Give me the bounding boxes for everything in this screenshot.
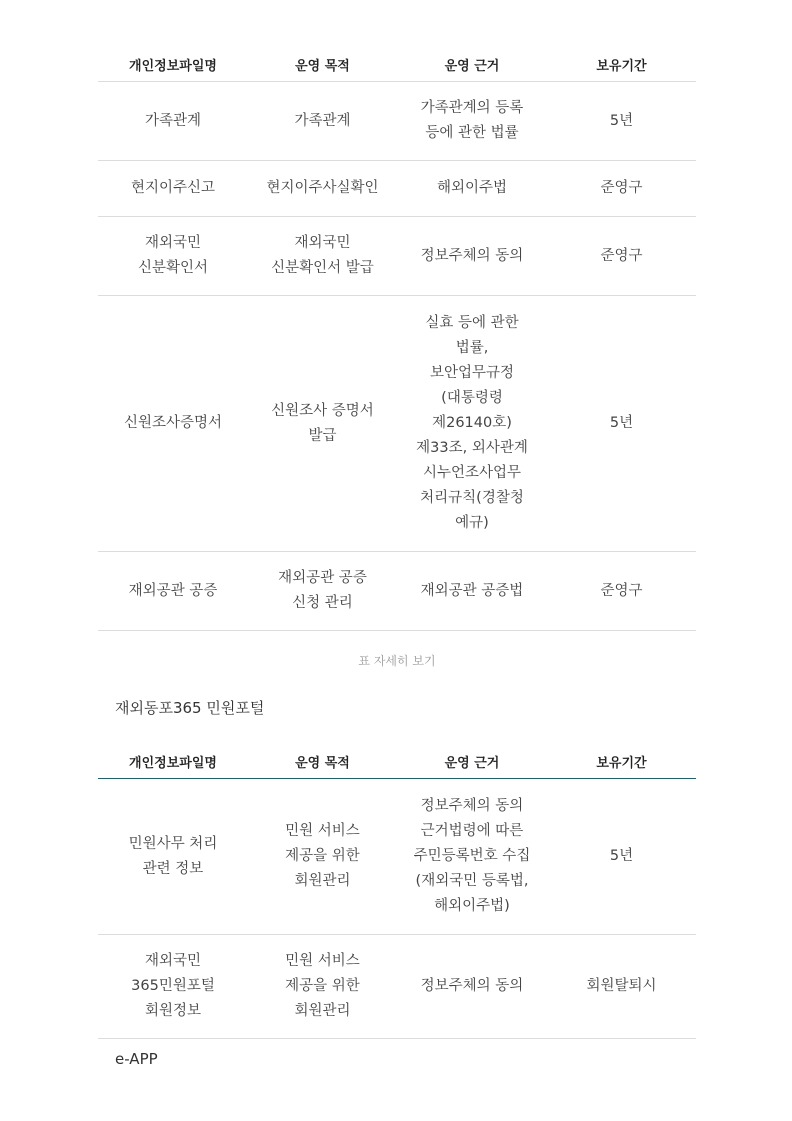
section-title-e-app: e-APP (115, 1050, 158, 1068)
cell-basis: 가족관계의 등록 등에 관한 법률 (397, 82, 547, 161)
cell-purpose: 민원 서비스 제공을 위한 회원관리 (248, 935, 397, 1039)
table-row (98, 217, 696, 296)
cell-period: 5년 (547, 296, 696, 552)
header-purpose: 운영 목적 (248, 47, 397, 82)
cell-period: 준영구 (547, 552, 696, 631)
cell-file-name: 현지이주신고 (98, 161, 248, 217)
cell-file-name: 재외국민 신분확인서 (98, 217, 248, 296)
cell-purpose: 신원조사 증명서 발급 (248, 296, 397, 552)
cell-basis: 정보주체의 동의 (397, 217, 547, 296)
header-file-name: 개인정보파일명 (98, 745, 248, 779)
cell-purpose: 재외국민 신분확인서 발급 (248, 217, 397, 296)
cell-file-name: 재외국민 365민원포털 회원정보 (98, 935, 248, 1039)
cell-basis: 정보주체의 동의 근거법령에 따른 주민등록번호 수집 (재외국민 등록법, 해외이주법) (397, 779, 547, 935)
cell-purpose: 재외공관 공증 신청 관리 (248, 552, 397, 631)
section-title-minwon-portal: 재외동포365 민원포털 (115, 699, 265, 717)
table-row (98, 779, 696, 935)
cell-basis: 해외이주법 (397, 161, 547, 217)
cell-purpose: 민원 서비스 제공을 위한 회원관리 (248, 779, 397, 935)
cell-file-name: 재외공관 공증 (98, 552, 248, 631)
privacy-file-table-2 (98, 745, 696, 1039)
table-row (98, 296, 696, 552)
table-header-row (98, 47, 696, 82)
cell-period: 5년 (547, 779, 696, 935)
cell-file-name: 가족관계 (98, 82, 248, 161)
cell-file-name: 민원사무 처리 관련 정보 (98, 779, 248, 935)
cell-file-name: 신원조사증명서 (98, 296, 248, 552)
cell-basis: 정보주체의 동의 (397, 935, 547, 1039)
table-row (98, 82, 696, 161)
cell-purpose: 가족관계 (248, 82, 397, 161)
header-basis: 운영 근거 (397, 47, 547, 82)
header-period: 보유기간 (547, 47, 696, 82)
table-header-row (98, 745, 696, 779)
header-file-name: 개인정보파일명 (98, 47, 248, 82)
cell-purpose: 현지이주사실확인 (248, 161, 397, 217)
cell-basis: 실효 등에 관한 법률, 보안업무규정 (대통령령 제26140호) 제33조, 외사관계 시누언조사업무 처리규칙(경찰청 예규) (397, 296, 547, 552)
header-period: 보유기간 (547, 745, 696, 779)
table-row (98, 935, 696, 1039)
table-row (98, 161, 696, 217)
table-row (98, 552, 696, 631)
header-basis: 운영 근거 (397, 745, 547, 779)
cell-period: 준영구 (547, 217, 696, 296)
cell-period: 5년 (547, 82, 696, 161)
privacy-file-table-1 (98, 47, 696, 631)
table-detail-link[interactable]: 표 자세히 보기 (358, 654, 436, 668)
header-purpose: 운영 목적 (248, 745, 397, 779)
cell-basis: 재외공관 공증법 (397, 552, 547, 631)
cell-period: 준영구 (547, 161, 696, 217)
cell-period: 회원탈퇴시 (547, 935, 696, 1039)
